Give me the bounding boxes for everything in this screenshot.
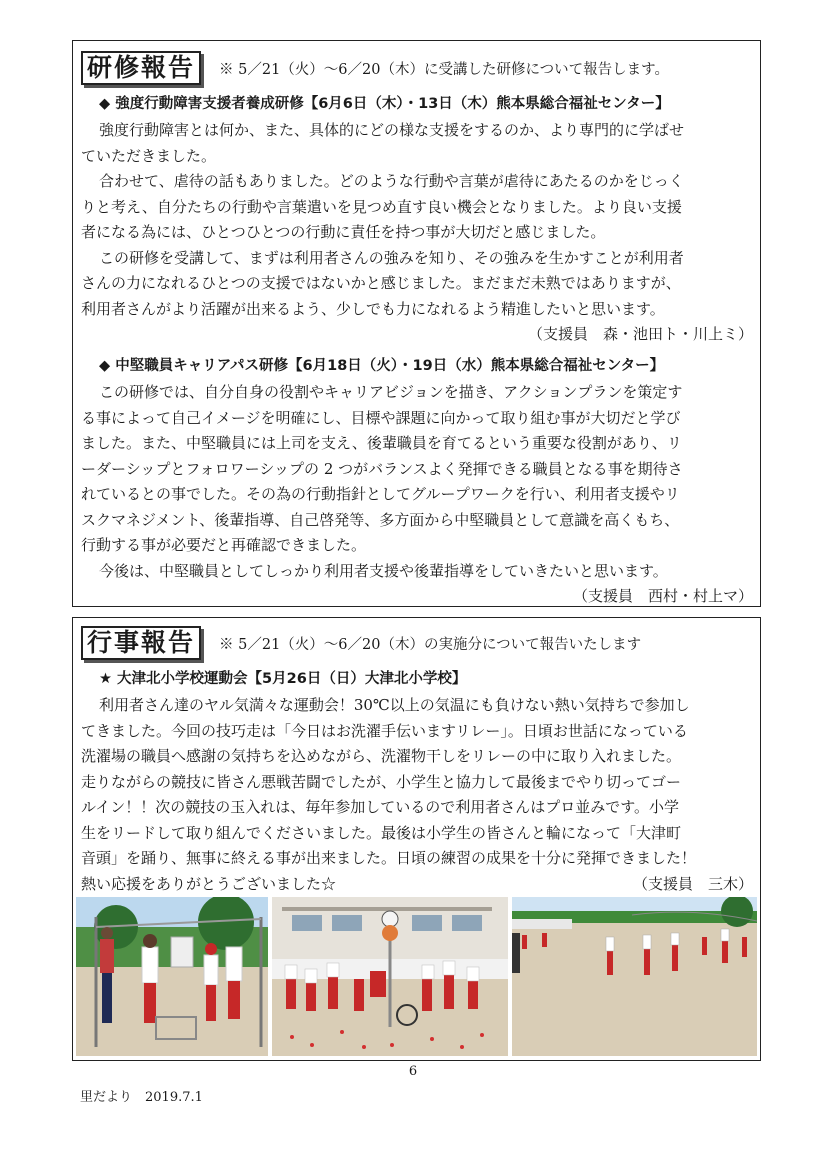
photo-laundry-relay [76,897,268,1056]
paragraph-line: ました。また、中堅職員には上司を支え、後輩職員を育てるという重要な役割があり、リ [81,434,682,452]
event-item-1 [81,666,753,897]
training-item-2 [81,353,753,610]
page-number: 6 [408,1064,418,1079]
photo-strip [76,897,757,1056]
event-report-header [81,626,641,660]
paragraph-line: 生をリードして取り組んでくださいました。最後は小学生の皆さんと輪になって「大津町 [81,823,682,842]
paragraph-line: る事によって自己イメージを明確にし、目標や課題に向かって取り組む事が大切だと学び [81,408,681,427]
paragraph-line: 行動する事が必要だと再確認できました。 [81,536,367,554]
paragraph-line: ていただきました。 [81,146,217,165]
closing-line [81,872,753,898]
paragraph-line: れているとの事でした。その為の行動指針としてグループワークを行い、利用者支援やリ [81,485,680,503]
paragraph-line: 者になる為には、ひとつひとつの行動に責任を持つ事が大切だと感じました。 [81,223,606,241]
training-item-2-heading: ◆ 中堅職員キャリアパス研修【6月18日（火）・19日（水）熊本県総合福祉センター】 [99,358,665,374]
training-report-note: ※ 5／21（火）～6／20（木）に受講した研修について報告します。 [219,61,670,78]
photo-ball-toss [272,897,508,1056]
training-item-1-heading: ◆ 強度行動障害支援者養成研修【6月6日（木）・13日（木）熊本県総合福祉センター】 [99,96,670,112]
paragraph-line: さんの力になれるひとつの支援ではないかと感じました。まだまだ未熟ではありますが、 [81,274,681,292]
paragraph-line: 利用者さんがより活躍が出来るよう、少しでも力になれるよう精進したいと思います。 [81,299,665,318]
event-item-1-heading: ★ 大津北小学校運動会【5月26日（日）大津北小学校】 [99,671,467,687]
paragraph-line: 洗濯場の職員へ感謝の気持ちを込めながら、洗濯物干しをリレーの中に取り入れました。 [81,747,682,765]
paragraph-line: スクマネジメント、後輩指導、自己啓発等、多方面から中堅職員として意識を高くもち、 [81,510,680,529]
event-report-title: 行事報告 [81,626,201,660]
paragraph-line: ルイン！！次の競技の玉入れは、毎年参加しているので利用者さんはプロ並みです。小学 [81,798,680,816]
paragraph-line: 走りながらの競技に皆さん悪戦苦闘でしたが、小学生と協力して最後までやり切ってゴー [81,772,682,791]
newsletter-footer: 里だより 2019.7.1 [80,1090,203,1105]
paragraph-line: この研修では、自分自身の役割やキャリアビジョンを描き、アクションプランを策定す [99,383,683,401]
training-report-header [81,51,669,85]
training-report-section [72,40,761,607]
event-item-1-signature: （支援員 三木） [632,874,753,893]
event-report-note: ※ 5／21（火）～6／20（木）の実施分について報告いたします [219,636,642,653]
training-report-title: 研修報告 [81,51,201,85]
paragraph-line: 合わせて、虐待の話もありました。どのような行動や言葉が虐待にあたるのかをじっく [99,172,684,190]
paragraph-line: ーダーシップとフォロワーシップの 2 つがバランスよく発揮できる職員となる事を期待さ [81,459,683,478]
paragraph-line: 音頭」を踊り、無事に終える事が出来ました。日頃の練習の成果を十分に発揮できました！ [81,849,697,867]
paragraph-line: この研修を受講して、まずは利用者さんの強みを知り、その強みを生かすことが利用者 [99,248,684,267]
training-item-2-signature: （支援員 西村・村上マ） [572,587,753,605]
paragraph-line: 今後は、中堅職員としてしっかり利用者支援や後輩指導をしていきたいと思います。 [99,561,668,580]
paragraph-line: てきました。今回の技巧走は「今日はお洗濯手伝いますリレー」。日頃お世話になっている [81,721,688,740]
paragraph-line: 利用者さん達のヤル気満々な運動会！30℃以上の気温にも負けない熱い気持ちで参加し [99,696,690,714]
paragraph-line: 強度行動障害とは何か、また、具体的にどの様な支援をするのか、より専門的に学ばせ [99,121,685,139]
photo-dance [512,897,757,1056]
event-report-section [72,617,761,1061]
training-item-1-signature: （支援員 森・池田ト・川上ミ） [527,325,753,343]
closing-text: 熱い応援をありがとうございました☆ [81,874,337,893]
paragraph-line: りと考え、自分たちの行動や言葉遣いを見つめ直す良い機会となりました。より良い支援 [81,197,682,216]
training-item-1 [81,91,753,348]
